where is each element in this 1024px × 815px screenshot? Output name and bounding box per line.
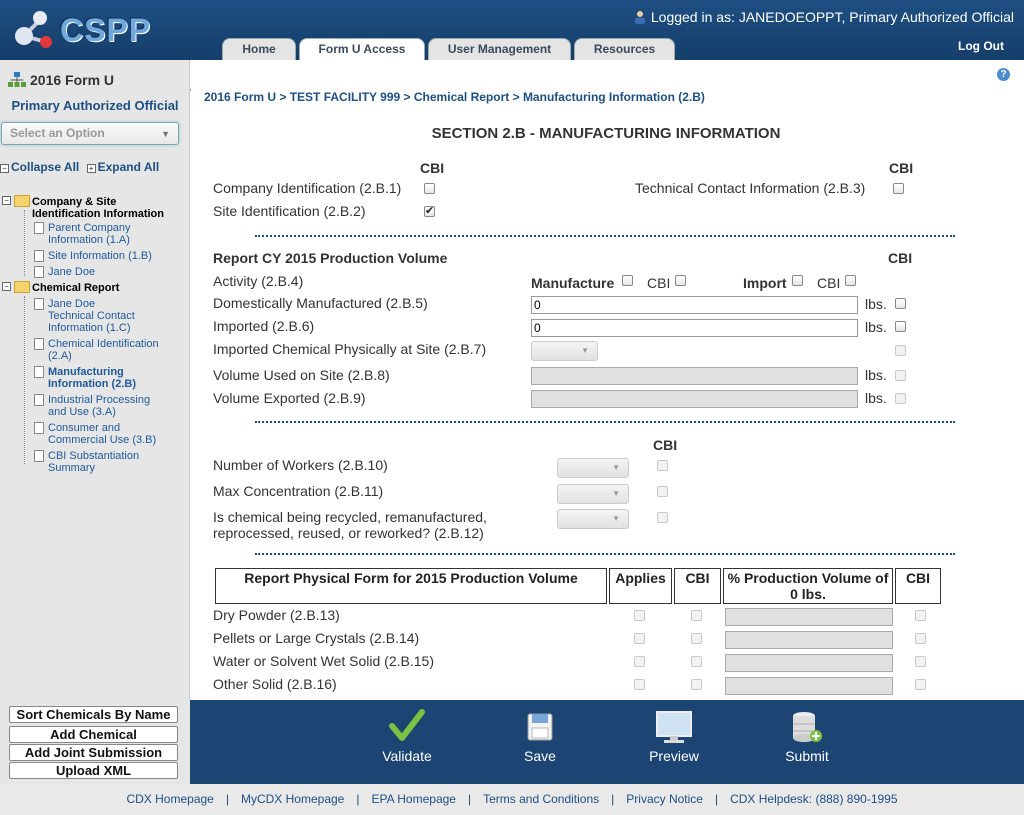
- manufacture-cbi-label: CBI: [647, 275, 671, 291]
- volume-exported-input[interactable]: [531, 390, 858, 408]
- column-header-line: % Production Volume of: [727, 570, 889, 586]
- volume-exported-cbi-checkbox[interactable]: [895, 393, 906, 404]
- domestically-manufactured-input[interactable]: 0: [531, 296, 858, 314]
- app-header: [0, 0, 1024, 60]
- breadcrumb-form-u[interactable]: 2016 Form U: [204, 90, 277, 104]
- add-chemical-button[interactable]: Add Chemical: [9, 726, 178, 743]
- tree-item-label: and Use (3.A): [48, 406, 116, 418]
- document-icon: [34, 394, 44, 406]
- tree-item-site-information[interactable]: [48, 250, 152, 262]
- manufacture-cbi-checkbox[interactable]: [675, 275, 686, 286]
- tree-connector: [24, 210, 25, 276]
- org-chart-icon: [8, 72, 26, 88]
- domestically-manufactured-label: Domestically Manufactured (2.B.5): [213, 295, 428, 311]
- tab-user-management[interactable]: User Management: [428, 38, 571, 60]
- tree-item-label: Summary: [48, 462, 96, 474]
- imported-cbi-checkbox[interactable]: [895, 321, 906, 332]
- recycled-select[interactable]: [557, 509, 629, 529]
- document-icon: [34, 366, 44, 378]
- physical-form-row-label: Water or Solvent Wet Solid (2.B.15): [213, 653, 434, 669]
- table-header-row: [215, 568, 941, 604]
- floppy-disk-icon: [495, 708, 585, 744]
- cbi-header: CBI: [420, 160, 445, 176]
- chevron-down-icon: ▼: [161, 129, 170, 139]
- tree-item-label: Technical Contact: [48, 310, 135, 322]
- lbs-unit: lbs.: [865, 296, 887, 312]
- divider: [255, 235, 955, 237]
- import-cbi-checkbox[interactable]: [845, 275, 856, 286]
- tree-item-label: Manufacturing: [48, 366, 124, 378]
- sidebar: [0, 60, 190, 700]
- tree-item-label: Commercial Use (3.B): [48, 434, 157, 446]
- minus-icon: −: [2, 282, 11, 291]
- validate-button[interactable]: [362, 708, 452, 778]
- company-identification-label: Company Identification (2.B.1): [213, 180, 402, 196]
- imported-input[interactable]: 0: [531, 319, 858, 337]
- footer-link-epa-homepage[interactable]: EPA Homepage: [371, 792, 456, 806]
- footer-link-privacy[interactable]: Privacy Notice: [626, 792, 703, 806]
- footer-separator: |: [714, 792, 719, 806]
- applies-checkbox[interactable]: [634, 679, 645, 690]
- breadcrumb: [204, 90, 705, 104]
- option-select[interactable]: [1, 122, 179, 145]
- manufacture-checkbox[interactable]: [622, 275, 633, 286]
- plus-icon: +: [87, 164, 96, 173]
- max-concentration-cbi-checkbox[interactable]: [657, 486, 668, 497]
- chevron-down-icon: ▼: [612, 514, 620, 523]
- divider: [255, 553, 955, 555]
- chevron-down-icon: ▼: [581, 346, 589, 355]
- sort-chemicals-button[interactable]: Sort Chemicals By Name: [9, 706, 178, 723]
- max-concentration-select[interactable]: [557, 484, 629, 504]
- tree-item-manufacturing-information[interactable]: [48, 366, 136, 390]
- document-icon: [34, 298, 44, 310]
- import-label: Import: [743, 275, 787, 291]
- user-icon: [633, 10, 647, 24]
- pct-cbi-checkbox[interactable]: [915, 610, 926, 621]
- physical-form-row-label: Other Solid (2.B.16): [213, 676, 337, 692]
- option-select-placeholder: Select an Option: [10, 126, 105, 140]
- tree-item-label: Information (1.A): [48, 234, 130, 246]
- breadcrumb-chemical-report[interactable]: Chemical Report: [413, 90, 510, 104]
- document-icon: [34, 250, 44, 262]
- footer-separator: |: [356, 792, 360, 806]
- production-heading: Report CY 2015 Production Volume: [213, 250, 448, 266]
- sidebar-title-text: 2016 Form U: [30, 72, 115, 88]
- preview-button[interactable]: [629, 708, 719, 778]
- column-header-physical-form: Report Physical Form for 2015 Production Volume: [215, 568, 607, 604]
- tree-item-jane-doe[interactable]: [48, 266, 95, 278]
- volume-used-label: Volume Used on Site (2.B.8): [213, 367, 390, 383]
- molecule-icon: [12, 6, 60, 52]
- max-concentration-label: Max Concentration (2.B.11): [213, 483, 384, 499]
- tree-item-label: Jane Doe: [48, 266, 96, 278]
- minus-icon: −: [2, 196, 11, 205]
- column-header-cbi: CBI: [674, 568, 721, 604]
- tab-home[interactable]: Home: [222, 38, 296, 60]
- divider: [255, 421, 955, 423]
- breadcrumb-facility[interactable]: TEST FACILITY 999: [289, 90, 401, 104]
- tree-controls: [0, 160, 159, 174]
- domestically-manufactured-cbi-checkbox[interactable]: [895, 298, 906, 309]
- cbi-header: CBI: [888, 250, 913, 266]
- import-checkbox[interactable]: [792, 275, 803, 286]
- logged-in-text: Logged in as: JANEDOEOPPT, Primary Authorized Official: [650, 9, 1014, 25]
- tree-item-label: CBI Substantiation: [48, 450, 140, 462]
- pct-production-input[interactable]: [725, 631, 893, 649]
- imported-at-site-label: Imported Chemical Physically at Site (2.B.7): [213, 341, 487, 357]
- footer-link-terms[interactable]: Terms and Conditions: [483, 792, 600, 806]
- pct-production-input[interactable]: [725, 654, 893, 672]
- sidebar-role: Primary Authorized Official: [11, 98, 179, 113]
- column-header-applies: Applies: [609, 568, 672, 604]
- footer-link-mycdx-homepage[interactable]: MyCDX Homepage: [240, 792, 345, 806]
- volume-exported-label: Volume Exported (2.B.9): [213, 390, 366, 406]
- logo-text: CSPP: [60, 12, 152, 48]
- upload-xml-button[interactable]: Upload XML: [9, 762, 178, 779]
- tree-item-consumer-commercial-use[interactable]: [48, 422, 156, 446]
- database-add-icon: [762, 708, 852, 744]
- physical-form-row-label: Dry Powder (2.B.13): [213, 607, 340, 623]
- document-icon: [34, 422, 44, 434]
- logged-in-status: [633, 9, 1014, 25]
- breadcrumb-current: Manufacturing Information (2.B): [522, 90, 705, 104]
- lbs-unit: lbs.: [865, 367, 887, 383]
- tree-item-technical-contact[interactable]: [48, 298, 135, 334]
- cbi-header: CBI: [889, 160, 914, 176]
- expand-all-link[interactable]: Expand All: [97, 160, 160, 174]
- imported-at-site-cbi-checkbox[interactable]: [895, 345, 906, 356]
- column-header-line: 0 lbs.: [790, 586, 826, 602]
- pct-cbi-checkbox[interactable]: [915, 679, 926, 690]
- tree-item-label: Jane Doe: [48, 298, 96, 310]
- tab-resources[interactable]: Resources: [574, 38, 675, 60]
- footer-link-helpdesk[interactable]: CDX Helpdesk: (888) 890-1995: [730, 792, 898, 806]
- company-identification-cbi-checkbox[interactable]: [424, 183, 435, 194]
- applies-checkbox[interactable]: [634, 610, 645, 621]
- document-icon: [34, 450, 44, 462]
- save-label: Save: [524, 748, 556, 764]
- volume-used-input[interactable]: [531, 367, 858, 385]
- minus-icon: −: [0, 164, 9, 173]
- tree-node-label: Identification Information: [32, 208, 164, 220]
- activity-label: Activity (2.B.4): [213, 273, 304, 289]
- tree-item-label: (2.A): [48, 350, 72, 362]
- pct-production-input[interactable]: [725, 677, 893, 695]
- tree-node-label: Company & Site: [32, 196, 117, 208]
- sidebar-title: [30, 72, 114, 88]
- add-joint-submission-button[interactable]: Add Joint Submission: [9, 744, 178, 761]
- technical-contact-cbi-checkbox[interactable]: [893, 183, 904, 194]
- tree-item-parent-company[interactable]: [48, 222, 131, 246]
- tree-item-label: Site Information (1.B): [48, 250, 152, 262]
- chevron-down-icon: ▼: [612, 463, 620, 472]
- document-icon: [34, 222, 44, 234]
- cbi-checkbox[interactable]: [691, 610, 702, 621]
- breadcrumb-separator: >: [276, 90, 290, 104]
- document-icon: [34, 266, 44, 278]
- column-header-cbi: CBI: [895, 568, 941, 604]
- footer: [0, 784, 1024, 815]
- recycled-cbi-checkbox[interactable]: [657, 512, 668, 523]
- chevron-down-icon: ▼: [612, 489, 620, 498]
- cbi-checkbox[interactable]: [691, 679, 702, 690]
- cbi-checkbox[interactable]: [691, 633, 702, 644]
- number-of-workers-select[interactable]: [557, 458, 629, 478]
- main-content: [191, 60, 1024, 700]
- save-button[interactable]: [495, 708, 585, 778]
- number-of-workers-cbi-checkbox[interactable]: [657, 460, 668, 471]
- folder-icon: [14, 281, 30, 293]
- cspp-logo[interactable]: [12, 6, 152, 54]
- pct-production-input[interactable]: [725, 608, 893, 626]
- tree-item-label: Information (2.B): [48, 378, 136, 390]
- logout-link[interactable]: Log Out: [958, 39, 1004, 53]
- document-icon: [34, 338, 44, 350]
- recycled-label-line: Is chemical being recycled, remanufactured,: [213, 509, 487, 525]
- lbs-unit: lbs.: [865, 319, 887, 335]
- cbi-header: CBI: [653, 437, 678, 453]
- breadcrumb-separator: >: [400, 90, 414, 104]
- tree-item-label: Chemical Identification: [48, 338, 159, 350]
- preview-label: Preview: [649, 748, 699, 764]
- tree-item-label: Industrial Processing: [48, 394, 151, 406]
- volume-used-cbi-checkbox[interactable]: [895, 370, 906, 381]
- footer-link-cdx-homepage[interactable]: CDX Homepage: [126, 792, 214, 806]
- help-icon[interactable]: ?: [997, 68, 1010, 81]
- checkmark-icon: [362, 708, 452, 744]
- monitor-icon: [629, 708, 719, 744]
- recycled-label-line: reprocessed, reused, or reworked? (2.B.12): [213, 525, 484, 541]
- validate-label: Validate: [382, 748, 432, 764]
- tab-form-u-access[interactable]: Form U Access: [299, 38, 425, 61]
- pct-cbi-checkbox[interactable]: [915, 656, 926, 667]
- recycled-label: [213, 509, 487, 541]
- cbi-checkbox[interactable]: [691, 656, 702, 667]
- column-header-pct-production: [723, 568, 893, 604]
- imported-label: Imported (2.B.6): [213, 318, 315, 334]
- tree-connector: [24, 296, 25, 464]
- applies-checkbox[interactable]: [634, 633, 645, 644]
- tree-item-cbi-substantiation[interactable]: [48, 450, 139, 474]
- manufacture-label: Manufacture: [531, 275, 615, 291]
- breadcrumb-separator: >: [509, 90, 523, 104]
- tree-node-label: Chemical Report: [32, 282, 120, 294]
- imported-at-site-select[interactable]: [531, 341, 598, 361]
- footer-separator: |: [611, 792, 615, 806]
- technical-contact-label: Technical Contact Information (2.B.3): [635, 180, 866, 196]
- section-title: SECTION 2.B - MANUFACTURING INFORMATION: [431, 125, 781, 142]
- collapse-all-link[interactable]: Collapse All: [11, 160, 80, 174]
- tree-item-label: Information (1.C): [48, 322, 131, 334]
- submit-button[interactable]: [762, 708, 852, 778]
- site-identification-label: Site Identification (2.B.2): [213, 203, 366, 219]
- tree-item-label: Consumer and: [48, 422, 121, 434]
- import-cbi-label: CBI: [817, 275, 841, 291]
- pct-cbi-checkbox[interactable]: [915, 633, 926, 644]
- tree-item-chemical-identification[interactable]: [48, 338, 159, 362]
- tree-item-label: Parent Company: [48, 222, 131, 234]
- submit-label: Submit: [785, 748, 829, 764]
- site-identification-cbi-checkbox[interactable]: [424, 206, 435, 217]
- applies-checkbox[interactable]: [634, 656, 645, 667]
- footer-separator: |: [467, 792, 472, 806]
- physical-form-row-label: Pellets or Large Crystals (2.B.14): [213, 630, 420, 646]
- action-bar: [0, 700, 1024, 784]
- lbs-unit: lbs.: [865, 390, 887, 406]
- folder-icon: [14, 195, 30, 207]
- footer-separator: |: [225, 792, 229, 806]
- number-of-workers-label: Number of Workers (2.B.10): [213, 457, 388, 473]
- tree-item-industrial-processing[interactable]: [48, 394, 150, 418]
- physical-form-table: [213, 568, 943, 604]
